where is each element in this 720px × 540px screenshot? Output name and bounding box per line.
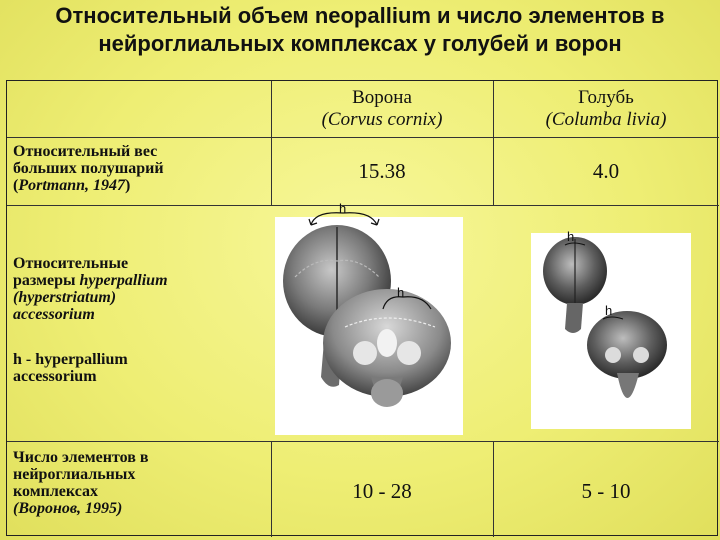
crow-h-marker-lower (381, 283, 441, 313)
table-divider-h1 (7, 137, 719, 138)
value-pigeon-elements: 5 - 10 (581, 479, 631, 503)
row-note-h (13, 351, 263, 385)
value-pigeon-weight: 4.0 (592, 159, 620, 183)
pigeon-h-marker-top (563, 227, 593, 249)
column-header-name: Голубь (578, 87, 634, 108)
crow-brain-image (275, 217, 463, 435)
row-label-word: размеры (13, 272, 76, 289)
comparison-table (6, 80, 718, 536)
row-label-line: Относительный вес (13, 143, 158, 160)
title-line-2: нейроглиальных комплексах у голубей и ворон (98, 31, 622, 56)
row-label-line: комплексах (13, 483, 99, 500)
h-marker-label: h (397, 285, 405, 300)
value-crow-elements: 10 - 28 (352, 479, 412, 503)
h-marker-label: h (339, 201, 347, 216)
row-label-line: Число элементов в (13, 449, 149, 466)
row-label-term-alt: (hyperstriatum) (13, 289, 117, 306)
row-label-weight (13, 143, 263, 194)
crow-h-marker-top (307, 199, 397, 229)
pigeon-brain-drawing (531, 233, 691, 429)
row-label-line: больших полушарий (13, 160, 164, 177)
column-header-crow (271, 87, 493, 131)
column-header-latin: (Corvus cornix) (321, 109, 443, 130)
slide-title (0, 2, 720, 58)
row-label-elements (13, 449, 263, 517)
column-header-name: Ворона (352, 87, 412, 108)
row-label-ref: (Portmann, 1947) (13, 177, 131, 194)
row-label-ref-text: Portmann, 1947 (18, 177, 126, 194)
row-label-line (13, 272, 263, 289)
row-label-term2: accessorium (13, 306, 95, 323)
row-note-line: h - hyperpallium (13, 351, 128, 368)
value-crow-weight: 15.38 (358, 159, 406, 183)
column-header-latin: (Columba livia) (545, 109, 667, 130)
pigeon-h-marker-lower (601, 301, 631, 323)
table-divider-h3 (7, 441, 719, 442)
row-label-line: нейроглиальных (13, 466, 136, 483)
row-label-term: hyperpallium (79, 272, 168, 289)
row-label-ref: (Воронов, 1995) (13, 500, 123, 517)
column-header-pigeon (493, 87, 719, 131)
h-marker-label: h (605, 303, 613, 318)
row-label-line: Относительные (13, 255, 129, 272)
title-line-1: Относительный объем neopallium и число элементов в (55, 3, 665, 28)
crow-brain-drawing (275, 217, 463, 435)
row-label-sizes (13, 255, 263, 323)
h-marker-label: h (567, 229, 575, 244)
pigeon-brain-dorsal (543, 237, 607, 333)
pigeon-brain-image (531, 233, 691, 429)
row-note-line: accessorium (13, 368, 97, 385)
pigeon-brain-ventral (587, 311, 667, 398)
